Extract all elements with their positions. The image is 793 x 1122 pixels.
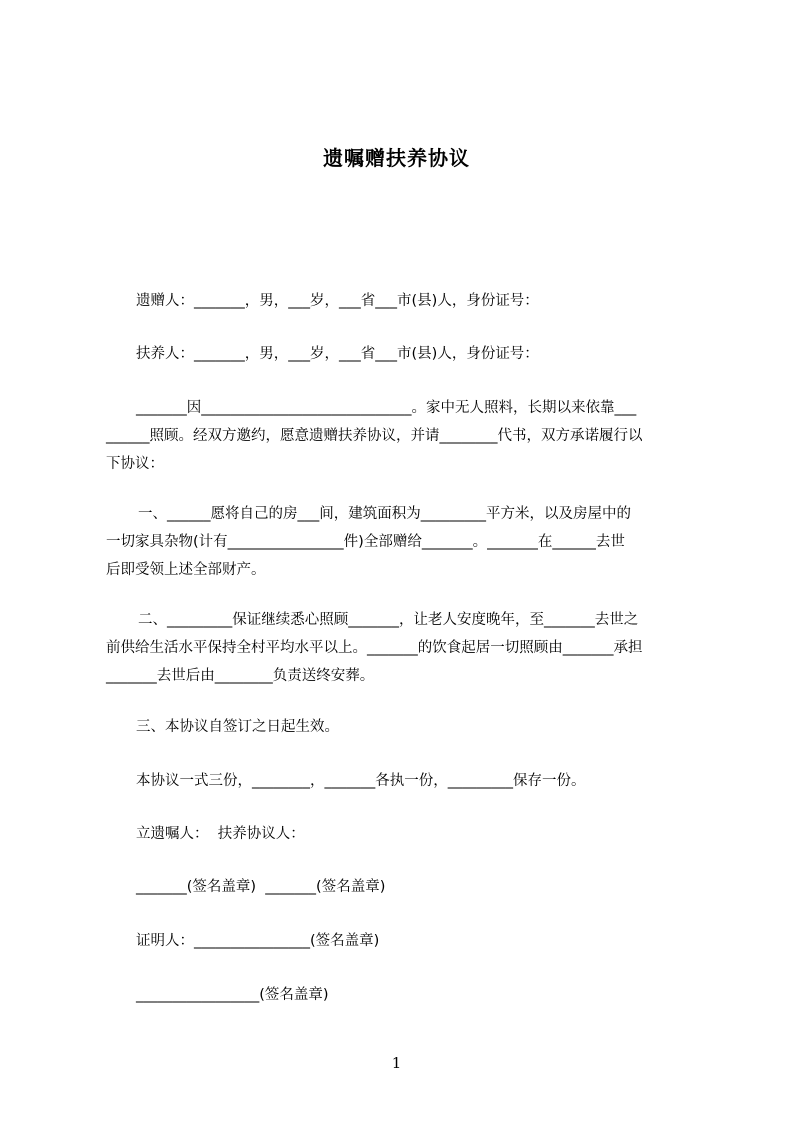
clause-2-line-1: 二、_________保证继续悉心照顾_______，让老人安度晚年，至_______去世之: [138, 612, 639, 628]
clause-1-line-3: 后即受领上述全部财产。: [106, 562, 266, 578]
reason-line-2: ______照顾。经双方邀约，愿意遗赠扶养协议，并请________代书，双方承诺履行以: [106, 428, 643, 444]
bequeather-line: 遗赠人：_______，男，___岁，___省___市(县)人，身份证号：: [136, 293, 539, 309]
document-title: 遗嘱赠扶养协议: [323, 146, 470, 170]
signature-line-1: _______(签名盖章) _______(签名盖章): [136, 879, 386, 895]
clause-3: 三、本协议自签订之日起生效。: [136, 719, 339, 735]
page-number: 1: [391, 1054, 402, 1072]
clause-2-line-2: 前供给生活水平保持全村平均水平以上。_______的饮食起居一切照顾由_______承担: [106, 640, 643, 656]
witness-line: 证明人：________________(签名盖章): [136, 933, 380, 949]
clause-1-line-1: 一、______愿将自己的房___间，建筑面积为_________平方米，以及房屋中的: [138, 506, 631, 522]
signature-line-2: _________________(签名盖章): [136, 987, 329, 1003]
reason-line-1: _______因_____________________________。家中无人照料，长期以来依靠___: [136, 400, 637, 416]
clause-2-line-3: _______去世后由________负责送终安葬。: [106, 668, 375, 684]
signatories-line: 立遗嘱人： 扶养协议人：: [136, 826, 305, 842]
reason-line-3: 下协议：: [106, 456, 164, 472]
clause-1-line-2: 一切家具杂物(计有________________件)全部赠给_______。_______在______去世: [106, 534, 625, 550]
supporter-line: 扶养人：_______，男，___岁，___省___市(县)人，身份证号：: [136, 346, 539, 362]
copies-line: 本协议一式三份，________，_______各执一份，_________保存一份。: [136, 773, 586, 789]
